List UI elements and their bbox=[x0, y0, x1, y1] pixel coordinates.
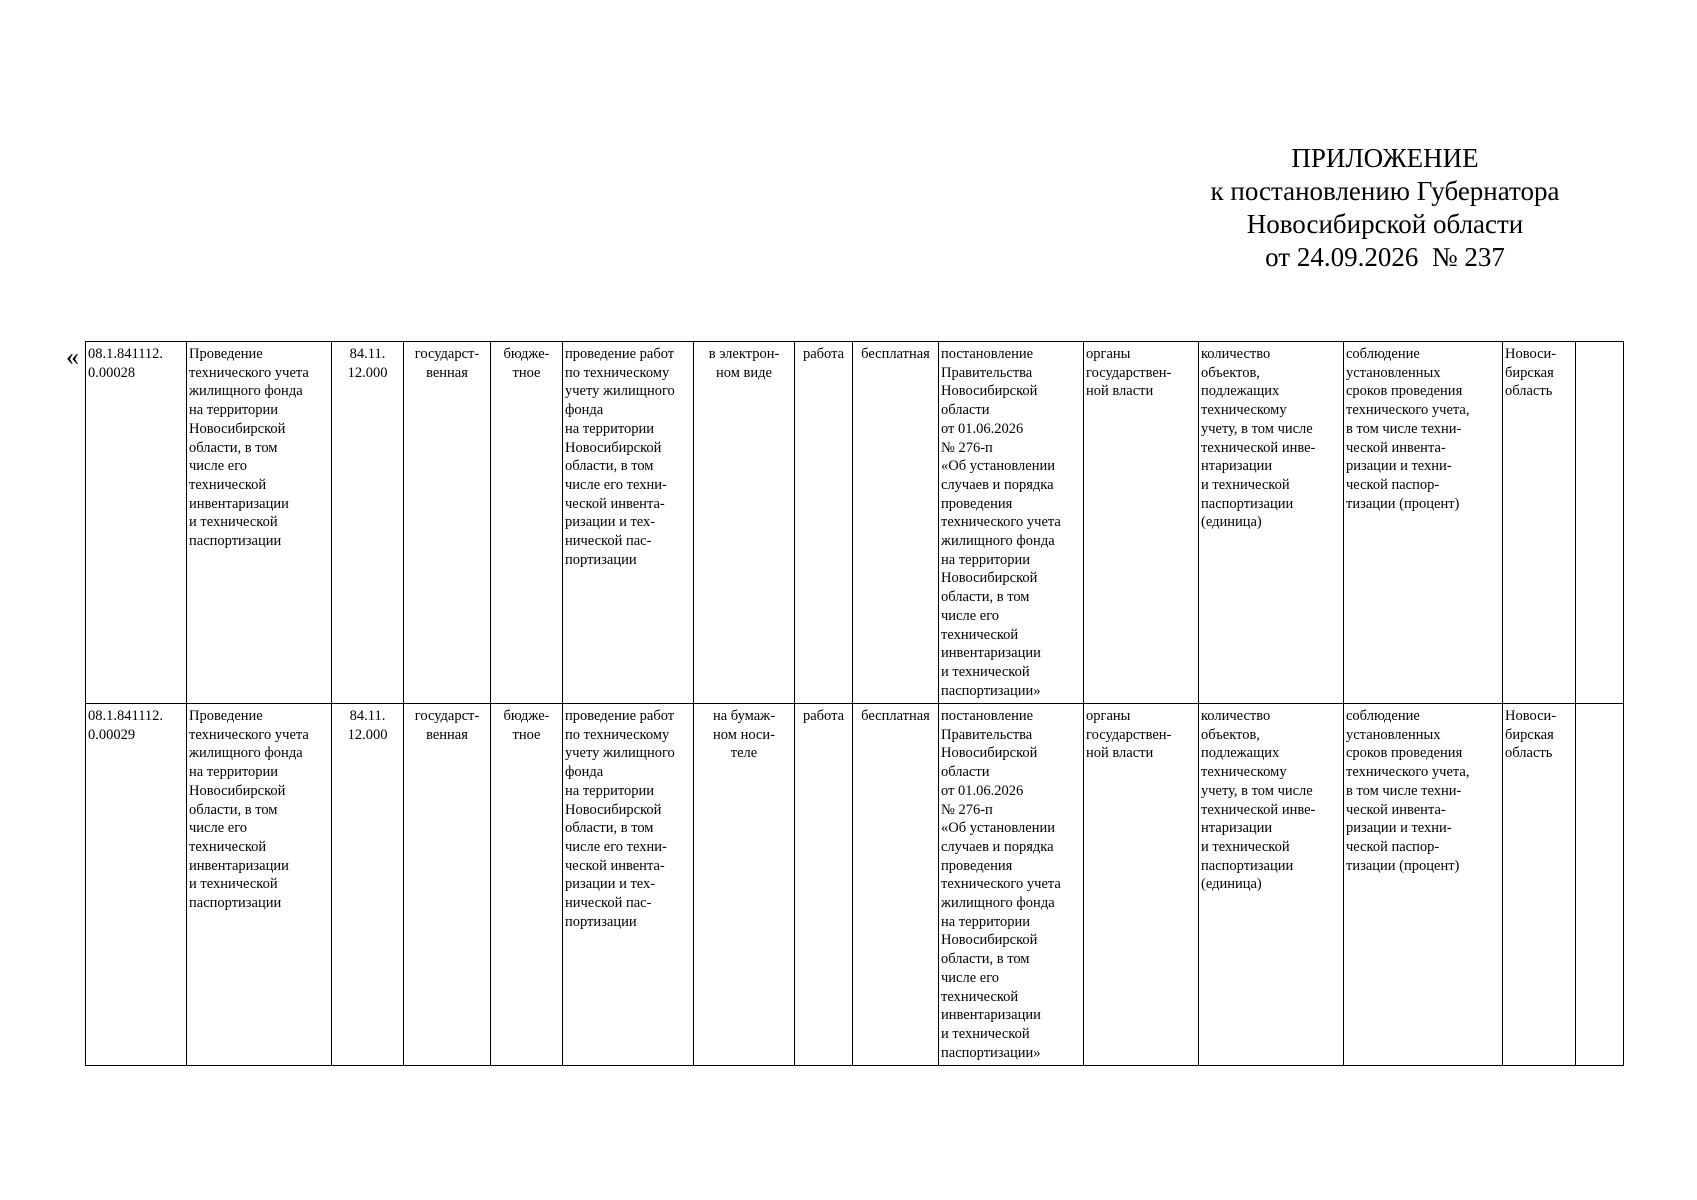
cell-institution-kind: бюдже- тное bbox=[491, 342, 563, 704]
cell-consumers: органы государствен- ной власти bbox=[1084, 342, 1199, 704]
cell-delivery-form: на бумаж- ном носи- теле bbox=[694, 704, 795, 1066]
cell-volume-indicator: количество объектов, подлежащих техническому учету, в том числе технической инве- нтаризации и технической паспортизации (единица) bbox=[1199, 704, 1344, 1066]
table-row bbox=[86, 342, 1624, 704]
cell-volume-indicator: количество объектов, подлежащих техническому учету, в том числе технической инве- нтаризации и технической паспортизации (единица) bbox=[1199, 342, 1344, 704]
table-row bbox=[86, 704, 1624, 1066]
opening-quote-mark: « bbox=[66, 342, 79, 371]
cell-service-type: государст- венная bbox=[404, 704, 491, 1066]
appendix-date-number: от 24.09.2026 № 237 bbox=[1265, 242, 1505, 272]
cell-okved-code: 84.11. 12.000 bbox=[332, 342, 404, 704]
cell-service-name: Проведение технического учета жилищного фонда на территории Новосибирской области, в том числе его технической инвентаризации и технической паспортизации bbox=[187, 704, 332, 1066]
cell-service-content: проведение работ по техническому учету жилищного фонда на территории Новосибирской области, в том числе его техни- ческой инвента- ризации и тех- нической пас- портизации bbox=[563, 704, 694, 1066]
document-header bbox=[1150, 142, 1620, 274]
cell-payment: бесплатная bbox=[853, 342, 939, 704]
cell-category: работа bbox=[795, 704, 853, 1066]
cell-service-content: проведение работ по техническому учету жилищного фонда на территории Новосибирской области, в том числе его техни- ческой инвента- ризации и тех- нической пас- портизации bbox=[563, 342, 694, 704]
cell-registry-code: 08.1.841112. 0.00029 bbox=[86, 704, 187, 1066]
appendix-reference: к постановлению Губернатора bbox=[1210, 176, 1560, 206]
cell-delivery-form: в электрон- ном виде bbox=[694, 342, 795, 704]
cell-institution-kind: бюдже- тное bbox=[491, 704, 563, 1066]
cell-service-name: Проведение технического учета жилищного фонда на территории Новосибирской области, в том числе его технической инвентаризации и технической паспортизации bbox=[187, 342, 332, 704]
cell-service-type: государст- венная bbox=[404, 342, 491, 704]
cell-quality-indicator: соблюдение установленных сроков проведения технического учета, в том числе техни- ческой инвента- ризации и техни- ческой паспор- тизации (процент) bbox=[1344, 704, 1503, 1066]
cell-quality-indicator: соблюдение установленных сроков проведения технического учета, в том числе техни- ческой инвента- ризации и техни- ческой паспор- тизации (процент) bbox=[1344, 342, 1503, 704]
cell-registry-code: 08.1.841112. 0.00028 bbox=[86, 342, 187, 704]
cell-territory: Новоси- бирская область bbox=[1503, 342, 1576, 704]
cell-payment: бесплатная bbox=[853, 704, 939, 1066]
cell-extra bbox=[1576, 342, 1624, 704]
cell-consumers: органы государствен- ной власти bbox=[1084, 704, 1199, 1066]
cell-category: работа bbox=[795, 342, 853, 704]
appendix-region: Новосибирской области bbox=[1246, 209, 1524, 239]
cell-legal-basis: постановление Правительства Новосибирской области от 01.06.2026 № 276-п «Об установлении случаев и порядка проведения технического учета жилищного фонда на территории Новосибирской области, в том числе его технической инвентаризации и технической паспортизации» bbox=[939, 704, 1084, 1066]
cell-territory: Новоси- бирская область bbox=[1503, 704, 1576, 1066]
cell-extra bbox=[1576, 704, 1624, 1066]
cell-okved-code: 84.11. 12.000 bbox=[332, 704, 404, 1066]
services-registry-table bbox=[85, 341, 1624, 1066]
cell-legal-basis: постановление Правительства Новосибирской области от 01.06.2026 № 276-п «Об установлении случаев и порядка проведения технического учета жилищного фонда на территории Новосибирской области, в том числе его технической инвентаризации и технической паспортизации» bbox=[939, 342, 1084, 704]
appendix-title: ПРИЛОЖЕНИЕ bbox=[1291, 143, 1479, 173]
